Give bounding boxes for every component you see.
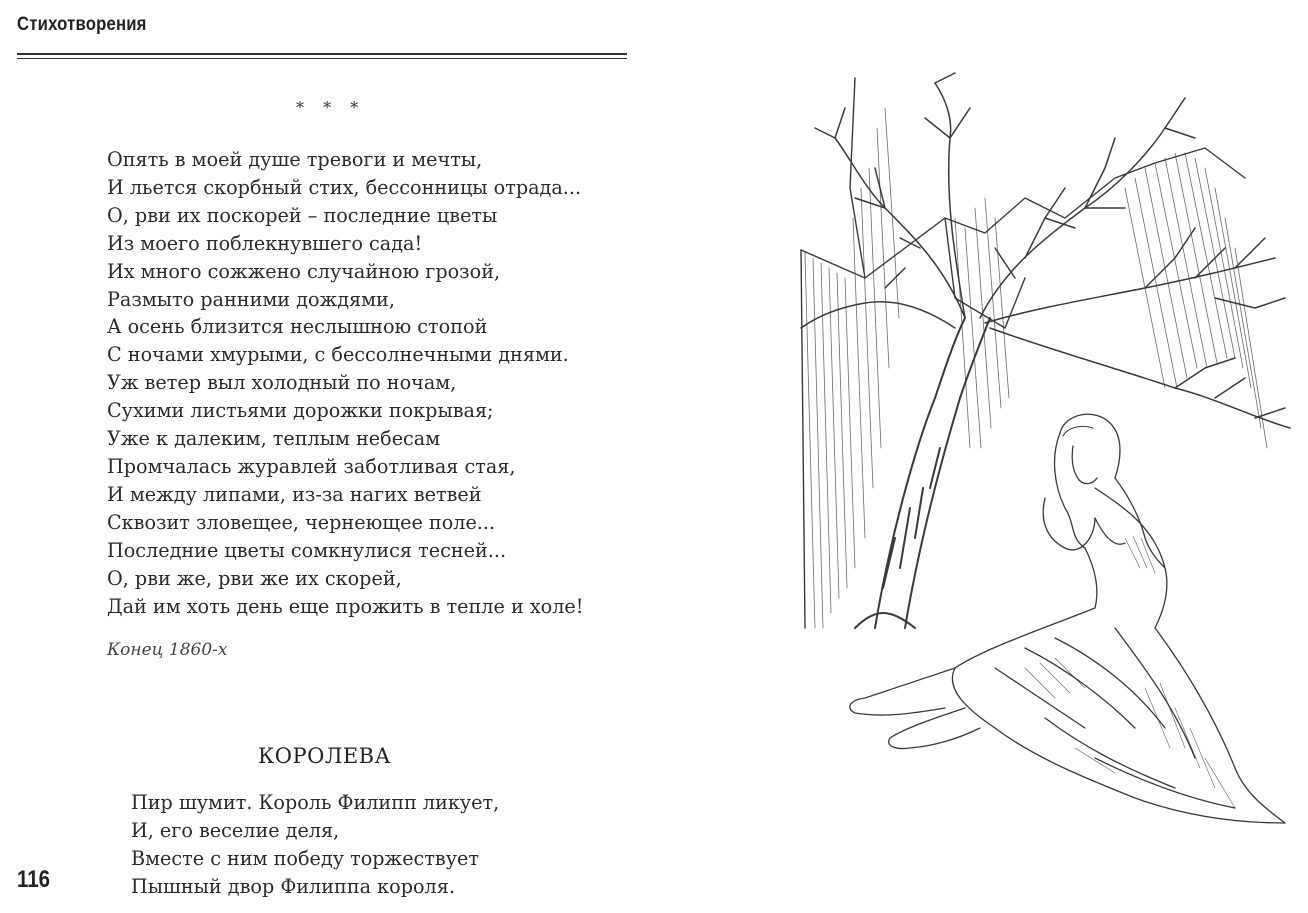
header-rule-thin — [17, 58, 627, 59]
poem-line: Опять в моей душе тревоги и мечты, — [107, 148, 483, 171]
poem-line: Размыто ранними дождями, — [107, 287, 395, 311]
poem-line: И между липами, из-за нагих ветвей — [107, 482, 482, 506]
poem-title: КОРОЛЕВА — [258, 744, 392, 768]
poem-line: И, его веселие деля, — [131, 819, 340, 842]
section-asterisks: * * * — [296, 98, 366, 117]
poem-line: О, рви же, рви же их скорей, — [107, 566, 402, 590]
tree-trunk — [855, 318, 990, 628]
page-number: 116 — [17, 866, 50, 893]
poem-line: Уж ветер выл холодный по ночам, — [107, 371, 457, 395]
illustration-tree-woman-icon — [795, 68, 1295, 838]
seated-woman — [850, 414, 1285, 823]
poem-date: Конец 1860-х — [107, 640, 228, 660]
poem2-body — [131, 789, 499, 901]
poem-line: Сквозит зловещее, чернеющее поле... — [107, 510, 496, 534]
poem-line: Их много сожжено случайною грозой, — [107, 259, 501, 283]
poem-line: Пышный двор Филиппа короля. — [131, 875, 455, 898]
poem-line: А осень близится неслышною стопой — [107, 315, 488, 339]
poem-line: С ночами хмурыми, с бессолнечными днями. — [107, 343, 569, 367]
dress-hatching — [1025, 536, 1235, 808]
poem-line: Промчалась журавлей заботливая стая, — [107, 454, 516, 478]
poem-line: Вместе с ним победу торжествует — [131, 847, 479, 870]
poem-body — [107, 146, 583, 620]
running-head: Стихотворения — [17, 14, 147, 35]
rain-hatching — [805, 108, 1267, 628]
tree-branches — [801, 73, 1290, 428]
header-rule — [17, 53, 627, 55]
poem-line: И льется скорбный стих, бессонницы отрада... — [107, 175, 582, 199]
poem-line: Уже к далеким, теплым небесам — [107, 427, 441, 451]
poem-line: Последние цветы сомкнулися тесней... — [107, 538, 507, 562]
poem-line: Сухими листьями дорожки покрывая; — [107, 399, 494, 423]
poem-line: Дай им хоть день еще прожить в тепле и холе! — [107, 594, 584, 618]
poem-line: Из моего поблекнувшего сада! — [107, 231, 423, 255]
poem-line: Пир шумит. Король Филипп ликует, — [131, 791, 500, 814]
poem-line: О, рви их поскорей – последние цветы — [107, 203, 498, 227]
